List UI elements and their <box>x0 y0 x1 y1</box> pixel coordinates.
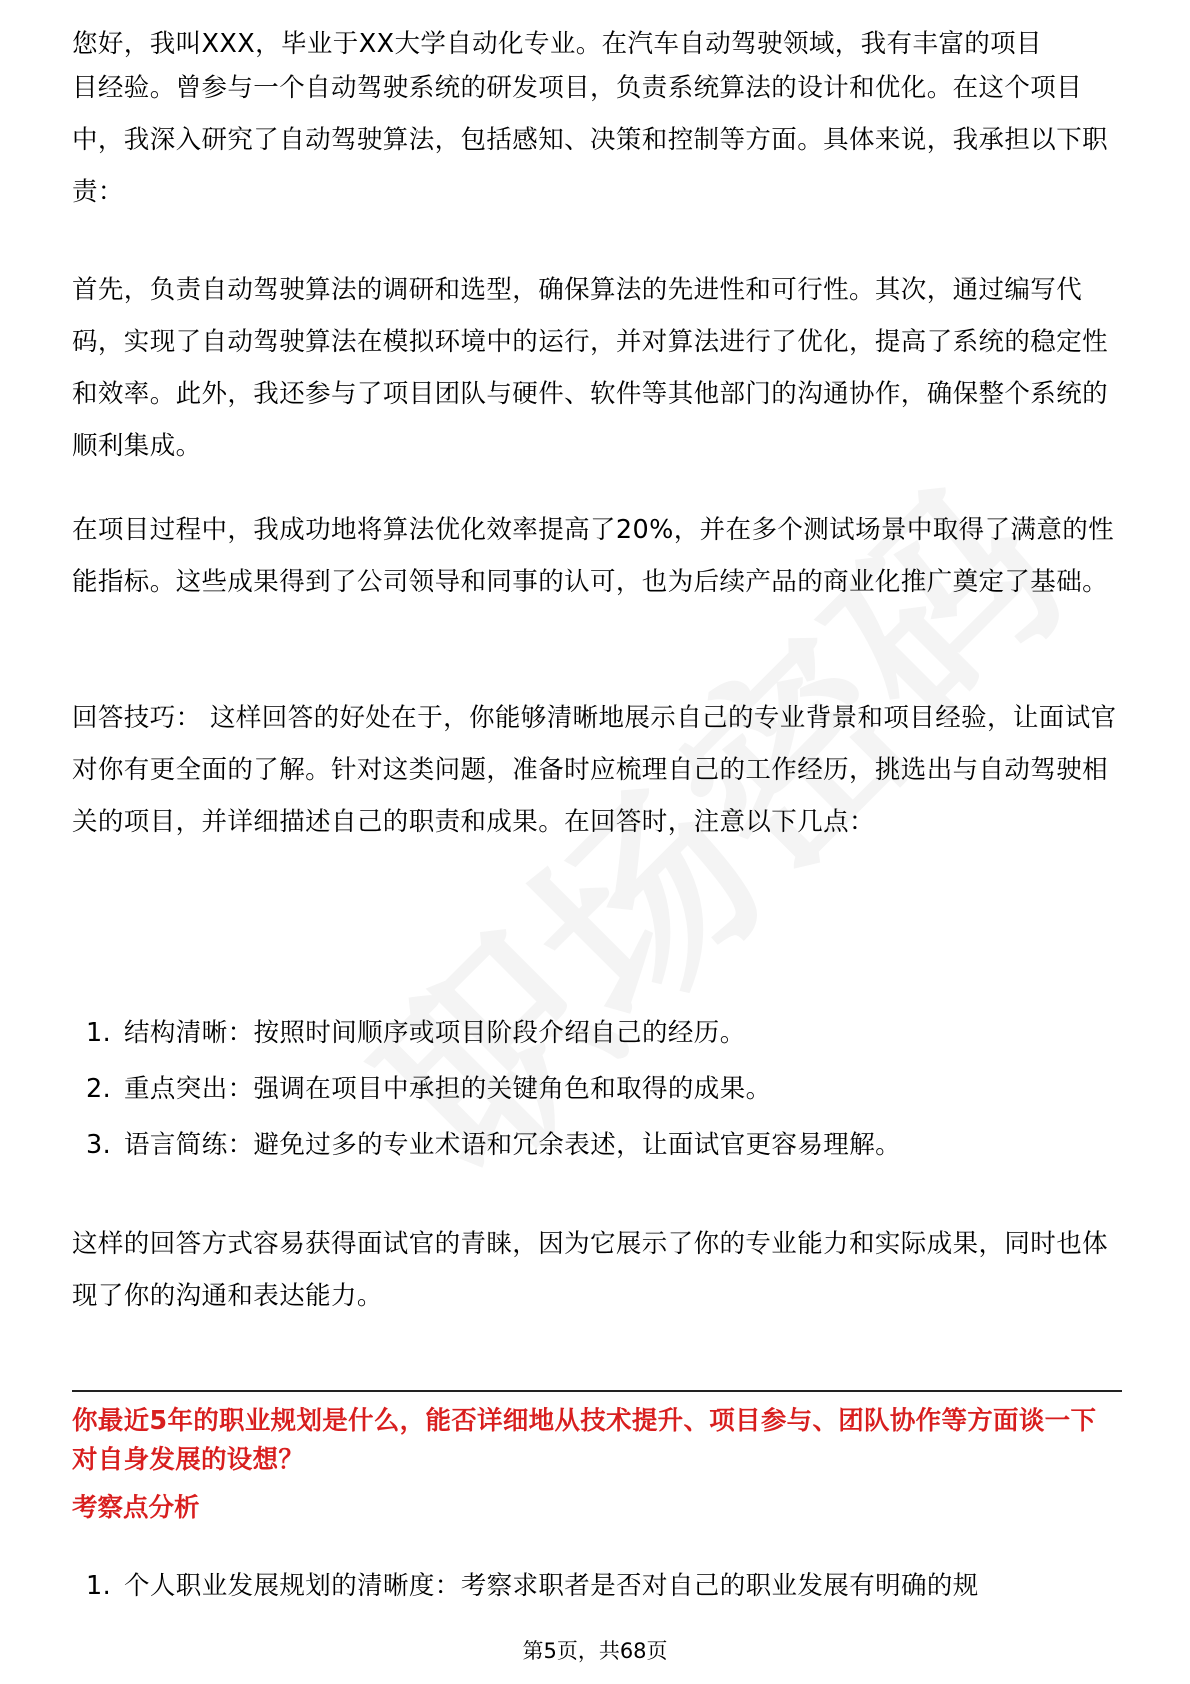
list-item: 2. 重点突出：强调在项目中承担的关键角色和取得的成果。 <box>86 1074 772 1104</box>
section-divider <box>72 1390 1122 1392</box>
paragraph-answer-tips: 回答技巧： 这样回答的好处在于，你能够清晰地展示自己的专业背景和项目经验，让面试官对你有更全面的了解。针对这类问题，准备时应梳理自己的工作经历，挑选出与自动驾驶相关的项目，并详细描述自己的职责和成果。在回答时，注意以下几点： <box>72 703 1117 837</box>
paragraph-responsibilities: 首先，负责自动驾驶算法的调研和选型，确保算法的先进性和可行性。其次，通过编写代码，实现了自动驾驶算法在模拟环境中的运行，并对算法进行了优化，提高了系统的稳定性和效率。此外，我还参与了项目团队与硬件、软件等其他部门的沟通协作，确保整个系统的顺利集成。 <box>72 275 1109 461</box>
list-item: 1. 结构清晰：按照时间顺序或项目阶段介绍自己的经历。 <box>86 1018 746 1048</box>
analysis-heading: 考察点分析 <box>72 1493 200 1523</box>
list-item: 3. 语言简练：避免过多的专业术语和冗余表述，让面试官更容易理解。 <box>86 1130 902 1160</box>
partial-text-line: 您好，我叫XXX，毕业于XX大学自动化专业。在汽车自动驾驶领域，我有丰富的项目 <box>72 29 1042 59</box>
list-item: 1. 个人职业发展规划的清晰度：考察求职者是否对自己的职业发展有明确的规 <box>86 1571 979 1601</box>
tips-list <box>72 1016 1122 1162</box>
paragraph-project-experience: 目经验。曾参与一个自动驾驶系统的研发项目，负责系统算法的设计和优化。在这个项目中，我深入研究了自动驾驶算法，包括感知、决策和控制等方面。具体来说，我承担以下职责： <box>72 73 1109 207</box>
paragraph-achievements: 在项目过程中，我成功地将算法优化效率提高了20%，并在多个测试场景中取得了满意的性能指标。这些成果得到了公司领导和同事的认可，也为后续产品的商业化推广奠定了基础。 <box>72 515 1115 597</box>
paragraph-conclusion: 这样的回答方式容易获得面试官的青睐，因为它展示了你的专业能力和实际成果，同时也体现了你的沟通和表达能力。 <box>72 1229 1109 1311</box>
analysis-list <box>72 1568 1122 1604</box>
page-number: 第5页，共68页 <box>522 1639 668 1663</box>
question-heading: 你最近5年的职业规划是什么，能否详细地从技术提升、项目参与、团队协作等方面谈一下对自身发展的设想？ <box>72 1406 1097 1475</box>
